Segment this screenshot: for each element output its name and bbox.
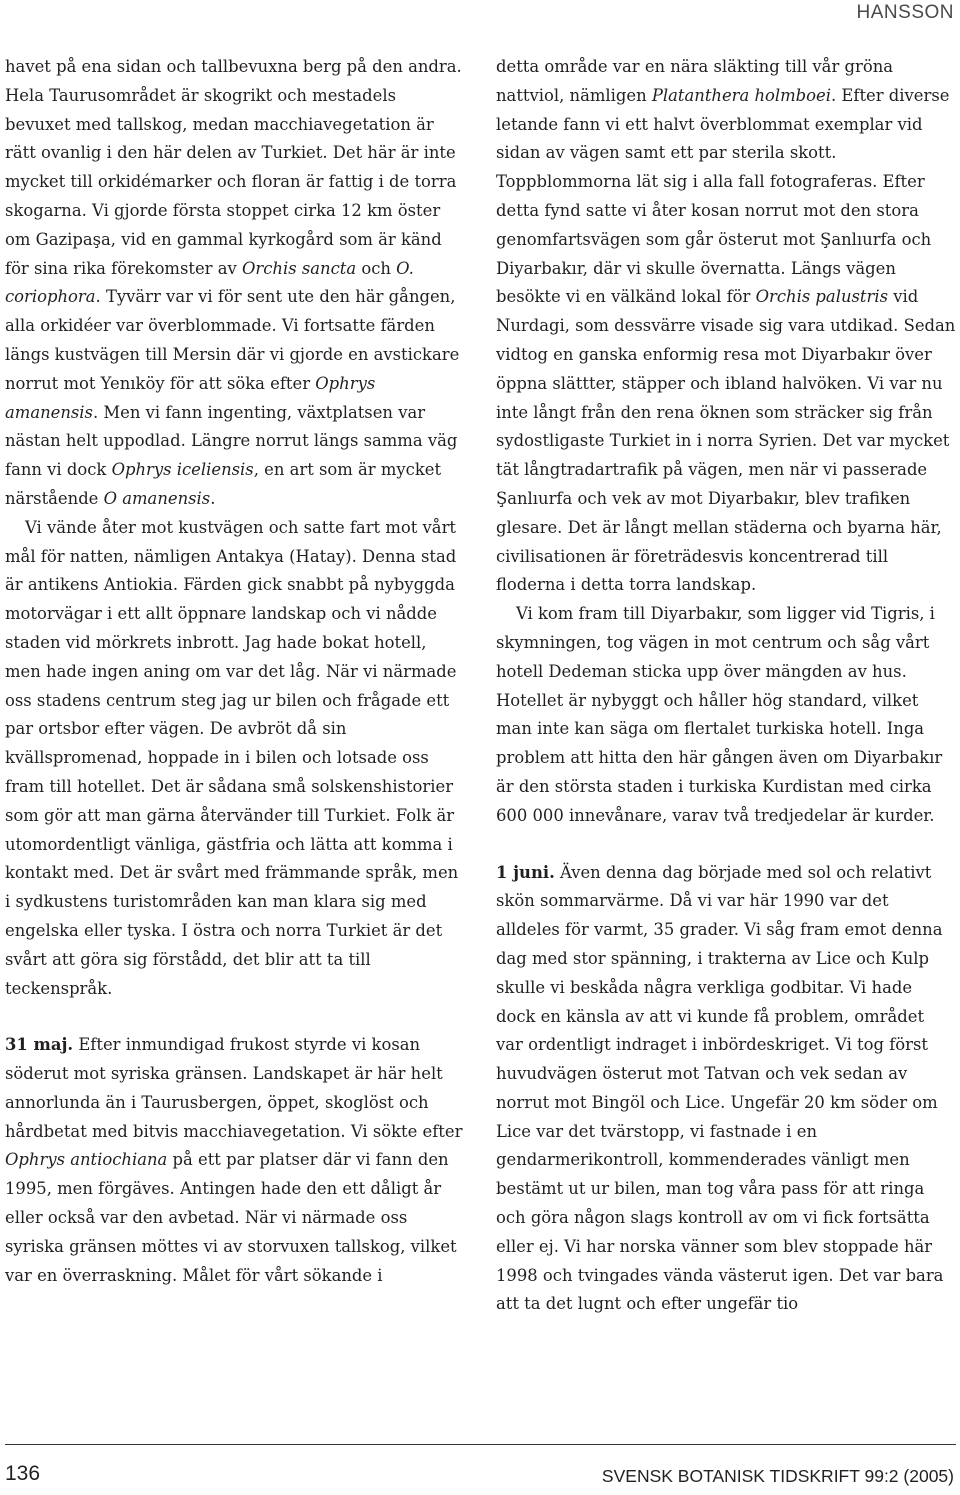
paragraph: Vi vände åter mot kustvägen och satte fart mot vårt mål för natten, nämligen Antakya (Hatay). Denna stad är antikens Antiokia. Färden gick snabbt på nybyggda motorvägar i ett allt öppnare landskap och vi nådde staden vid mörkrets inbrott. Jag hade bokat hotell, men hade ingen aning om var det låg. När vi närmade oss stadens centrum steg jag ur bilen och frågade ett par ortsbor efter vägen. De avbröt då sin kvällspromenad, hoppade in i bilen och lotsade oss fram till hotellet. Det är sådana små solskenshistorier som gör att man gärna återvänder till Turkiet. Folk är utomordentligt vänliga, gästfria och lätta att komma i kontakt med. Det är svårt med främmande språk, men i sydkustens turistområden kan man klara sig med engelska eller tyska. I östra och norra Turkiet är det svårt att göra sig förstådd, det blir att ta till teckenspråk. (5, 517, 459, 998)
species-name: Orchis sancta (241, 258, 357, 278)
journal-citation: SVENSK BOTANISK TIDSKRIFT 99:2 (2005) (601, 1466, 954, 1486)
running-head-author: HANSSON (856, 2, 954, 23)
entry-date: 31 maj. (5, 1035, 74, 1055)
species-name: Ophrys amanensis (5, 373, 376, 422)
species-name: O. coriophora (5, 258, 414, 307)
paragraph: Vi kom fram till Diyarbakır, som ligger vid Tigris, i skymningen, tog vägen in mot centrum och såg vårt hotell Dedeman sticka upp över mängden av hus. Hotellet är nybyggt och håller hög standard, vilket man inte kan säga om flertalet turkiska hotell. Inga problem att hitta den här gången även om Diyarbakır är den största staden i turkiska Kurdistan med cirka 600 000 innevånare, varav två tredjedelar är kurder. (496, 604, 943, 825)
left-column (5, 53, 463, 1290)
page-number: 136 (5, 1462, 41, 1485)
diary-entry: 1 juni. Även denna dag började med sol och relativt skön sommarvärme. Då vi var här 1990 var det alldeles för varmt, 35 grader. Vi såg fram emot denna dag med stor spänning, i trakterna av Lice och Kulp skulle vi beskåda några verkliga godbitar. Vi hade dock en känsla av att vi kunde få problem, området var ordentligt indraget i inbördeskriget. Vi tog först huvudvägen österut mot Tatvan och vek sedan av norrut mot Bingöl och Lice. Ungefär 20 km söder om Lice var det tvärstopp, vi fastnade i en gendarmerikontroll, kommenderades vänligt men bestämt ut ur bilen, man tog våra pass för att ringa och göra någon slags kontroll av om vi fick fortsätta eller ej. Vi har norska vänner som blev stoppade här 1998 och tvingades vända västerut igen. Det var bara att ta det lugnt och efter ungefär tio (496, 862, 944, 1314)
footer-rule (5, 1444, 956, 1445)
species-name: Orchis palustris (755, 287, 888, 307)
paragraph: havet på ena sidan och tallbevuxna berg på den andra. Hela Taurusområdet är skogrikt och mestadels bevuxet med tallskog, medan macchiavegetation är rätt ovanlig i den här delen av Turkiet. Det här är inte mycket till orkidémarker och floran är fattig i de torra skogarna. Vi gjorde första stoppet cirka 12 km öster om Gazipaşa, vid en gammal kyrkogård som är känd för sina rika förekomster av Orchis sancta och O. coriophora. Tyvärr var vi för sent ute den här gången, alla orkidéer var överblommade. Vi fortsatte färden längs kustvägen till Mersin där vi gjorde en avstickare norrut mot Yenıköy för att söka efter Ophrys amanensis. Men vi fann ingenting, växtplatsen var nästan helt uppodlad. Längre norrut längs samma väg fann vi dock Ophrys iceliensis, en art som är mycket närstående O amanensis. (5, 57, 462, 508)
species-name: Platanthera holmboei (651, 85, 831, 105)
species-name: Ophrys iceliensis (111, 460, 254, 480)
entry-date: 1 juni. (496, 862, 555, 882)
diary-entry: 31 maj. Efter inmundigad frukost styrde vi kosan söderut mot syriska gränsen. Landskapet är här helt annorlunda än i Taurusbergen, öppet, skoglöst och hårdbetat med bitvis macchiavegetation. Vi sökte efter Ophrys antiochiana på ett par platser där vi fann den 1995, men förgäves. Antingen hade den ett dåligt år eller också var den avbetad. När vi närmade oss syriska gränsen möttes vi av storvuxen tallskog, vilket var en överraskning. Målet för vårt sökande i (5, 1035, 463, 1285)
paragraph: detta område var en nära släkting till vår gröna nattviol, nämligen Platanthera holmboei. Efter diverse letande fann vi ett halvt överblommat exemplar vid sidan av vägen samt ett par sterila skott. Toppblommorna lät sig i alla fall fotograferas. Efter detta fynd satte vi åter kosan norrut mot den stora genomfartsvägen som går österut mot Şanlıurfa och Diyarbakır, där vi skulle övernatta. Längs vägen besökte vi en välkänd lokal för Orchis palustris vid Nurdagi, som dessvärre visade sig vara utdikad. Sedan vidtog en ganska enformig resa mot Diyarbakır över öppna slättter, stäpper och ibland halvöken. Vi var nu inte långt från den rena öknen som sträcker sig från sydostligaste Turkiet in i norra Syrien. Det var mycket tät långtradartrafik på vägen, men när vi passerade Şanlıurfa och vek av mot Diyarbakır, blev trafiken glesare. Det är långt mellan städerna och byarna här, civilisationen är företrädesvis koncentrerad till floderna i detta torra landskap. (496, 57, 956, 595)
species-name: Ophrys antiochiana (5, 1150, 168, 1170)
right-column (496, 53, 956, 1319)
species-name: O amanensis (103, 488, 211, 508)
